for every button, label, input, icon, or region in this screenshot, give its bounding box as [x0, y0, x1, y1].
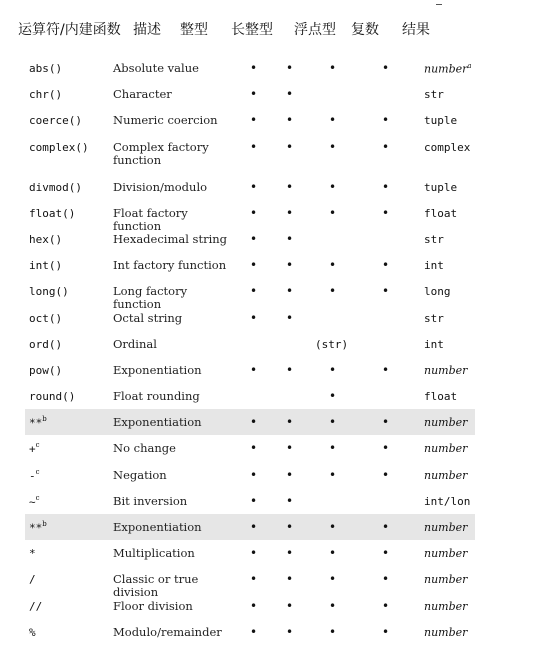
support-complex-dot: •	[382, 441, 390, 456]
row-result	[424, 233, 474, 246]
row-result	[424, 416, 474, 429]
row-description: Multiplication	[113, 546, 195, 561]
support-float-dot: •	[329, 389, 337, 404]
support-complex-dot: •	[382, 61, 390, 75]
row-func	[29, 495, 40, 509]
row-result-text: number	[424, 416, 468, 430]
row-result	[424, 181, 474, 194]
row-description: Absolute value	[113, 61, 199, 75]
support-long-dot: •	[286, 467, 294, 482]
row-func-text: %	[29, 625, 36, 639]
row-func-text: chr()	[29, 88, 63, 102]
table-row	[25, 174, 475, 200]
support-int-dot: •	[250, 598, 258, 613]
table-row	[25, 593, 475, 619]
row-result	[424, 547, 474, 560]
row-description: Exponentiation	[113, 362, 202, 377]
row-func-text: ~	[29, 495, 36, 509]
header-long: 长整型	[231, 22, 273, 38]
support-complex-dot: •	[382, 546, 390, 561]
row-func-text: coerce()	[29, 114, 82, 128]
support-int-dot: •	[250, 179, 258, 194]
row-description: Negation	[113, 467, 167, 482]
support-long-dot: •	[286, 310, 294, 325]
table-row	[25, 278, 475, 312]
row-result-text: number	[424, 599, 468, 613]
row-func-text: **	[29, 521, 43, 535]
support-long-dot: •	[286, 572, 294, 587]
row-result	[424, 626, 474, 639]
table-row	[25, 540, 475, 566]
row-result-footnote: a	[467, 62, 472, 70]
row-func-text: pow()	[29, 363, 63, 377]
row-func-footnote: c	[35, 467, 40, 476]
support-float-dot: •	[329, 624, 337, 639]
row-description: Float factory function	[113, 205, 188, 233]
row-result-text: number	[424, 547, 468, 561]
row-func-text: long()	[29, 285, 69, 299]
row-description: Modulo/remainder	[113, 624, 222, 639]
row-func	[29, 285, 69, 298]
support-int-dot: •	[250, 61, 258, 75]
row-result	[424, 338, 474, 351]
support-complex-dot: •	[382, 205, 390, 220]
table-row	[25, 488, 475, 514]
row-result	[424, 285, 474, 298]
support-int-dot: •	[250, 231, 258, 246]
row-func-text: abs()	[29, 62, 63, 75]
support-float-text: (str)	[315, 337, 349, 351]
row-result-text: number	[424, 521, 468, 534]
support-long-dot: •	[286, 441, 294, 456]
support-int-dot: •	[250, 362, 258, 377]
row-result	[424, 259, 474, 272]
support-long-dot: •	[286, 61, 294, 75]
support-float-dot: •	[329, 520, 337, 534]
support-float-dot: •	[329, 467, 337, 482]
header-desc: 描述	[133, 22, 161, 38]
row-result-text: long	[424, 285, 451, 299]
row-func	[29, 600, 42, 613]
support-complex-dot: •	[382, 415, 390, 430]
header-func: 运算符/内建函数	[18, 22, 121, 38]
support-int-dot: •	[250, 284, 258, 299]
table-row	[25, 107, 475, 133]
support-int-dot: •	[250, 441, 258, 456]
row-description: Long factory function	[113, 284, 188, 312]
support-float-dot: •	[329, 139, 337, 154]
table-row	[25, 462, 475, 488]
row-func	[29, 573, 36, 586]
row-description: No change	[113, 441, 176, 456]
support-int-dot: •	[250, 310, 258, 325]
row-description: Bit inversion	[113, 493, 188, 508]
row-result	[424, 390, 474, 403]
row-result-text: int	[424, 337, 444, 351]
row-result-text: number	[424, 363, 468, 377]
row-func	[29, 233, 62, 246]
support-complex-dot: •	[382, 258, 390, 273]
support-float-dot: •	[329, 205, 337, 220]
row-result-text: int/lon	[424, 494, 471, 508]
row-result-text: int	[424, 259, 444, 273]
support-complex-dot: •	[382, 362, 390, 377]
support-complex-dot: •	[382, 113, 390, 128]
row-result	[424, 141, 474, 154]
table-header	[0, 19, 535, 41]
support-int-dot: •	[250, 546, 258, 561]
row-result	[424, 442, 474, 455]
row-description: Floor division	[113, 598, 193, 613]
support-complex-dot: •	[382, 598, 390, 613]
row-result-text: number	[424, 625, 468, 639]
row-func	[29, 547, 36, 560]
support-float-dot: •	[329, 61, 337, 75]
row-result-text: complex	[424, 140, 471, 154]
row-result	[424, 469, 474, 482]
header-float: 浮点型	[294, 22, 336, 38]
table-row	[25, 566, 475, 600]
support-long-dot: •	[286, 113, 294, 128]
row-func-text: -	[29, 469, 36, 483]
support-long-dot: •	[286, 258, 294, 273]
row-result	[424, 600, 474, 613]
row-func	[29, 207, 75, 220]
row-result-text: str	[424, 311, 444, 325]
row-description: Exponentiation	[113, 415, 202, 430]
row-func	[29, 141, 89, 154]
table-row	[25, 435, 475, 461]
row-func-text: //	[29, 599, 43, 613]
row-func	[29, 364, 62, 377]
table-row	[25, 514, 475, 540]
table-row	[25, 619, 475, 645]
support-float-dot: •	[329, 546, 337, 561]
support-float-dot: •	[329, 572, 337, 587]
row-result	[424, 62, 474, 76]
support-long-dot: •	[286, 362, 294, 377]
row-func-text: hex()	[29, 232, 63, 246]
row-func	[29, 114, 82, 127]
row-result-text: float	[424, 390, 458, 404]
table-row	[25, 357, 475, 383]
support-float-dot: •	[329, 362, 337, 377]
support-complex-dot: •	[382, 467, 390, 482]
support-long-dot: •	[286, 179, 294, 194]
row-result-text: number	[424, 468, 468, 482]
header-complex: 复数	[351, 22, 379, 38]
row-func-text: complex()	[29, 140, 89, 154]
support-int-dot: •	[250, 520, 258, 534]
operator-table	[25, 55, 475, 645]
support-complex-dot: •	[382, 284, 390, 299]
row-result	[424, 207, 474, 220]
row-func	[29, 442, 40, 456]
support-int-dot: •	[250, 87, 258, 102]
row-func	[29, 181, 82, 194]
row-func	[29, 259, 62, 272]
row-func-text: ord()	[29, 337, 63, 351]
table-row	[25, 331, 475, 357]
support-float-dot: •	[329, 415, 337, 430]
row-func	[29, 312, 62, 325]
table-row	[25, 200, 475, 233]
support-long-dot: •	[286, 520, 294, 534]
row-func-text: float()	[29, 206, 76, 220]
row-description: Ordinal	[113, 336, 157, 351]
row-result	[424, 495, 474, 508]
row-result-text: number	[424, 62, 468, 76]
row-func	[29, 416, 47, 430]
row-result	[424, 573, 474, 586]
row-result-text: str	[424, 232, 444, 246]
support-long-dot: •	[286, 415, 294, 430]
table-row	[25, 252, 475, 278]
support-long-dot: •	[286, 624, 294, 639]
table-row	[25, 409, 475, 435]
row-result-text: number	[424, 442, 468, 456]
row-func	[29, 469, 40, 483]
row-func-text: /	[29, 573, 36, 587]
support-int-dot: •	[250, 139, 258, 154]
support-long-dot: •	[286, 231, 294, 246]
support-float-dot: •	[329, 284, 337, 299]
row-func-footnote: c	[35, 493, 40, 502]
row-func-text: int()	[29, 259, 63, 273]
support-int-dot: •	[250, 415, 258, 430]
table-row	[25, 81, 475, 107]
row-description: Exponentiation	[113, 520, 202, 534]
row-func-footnote: b	[42, 520, 47, 528]
row-result	[424, 114, 474, 127]
support-int-dot: •	[250, 113, 258, 128]
row-result-text: str	[424, 88, 444, 102]
row-func-footnote: b	[42, 415, 47, 424]
row-func-text: divmod()	[29, 180, 82, 194]
row-description: Float rounding	[113, 389, 200, 404]
support-int-dot: •	[250, 467, 258, 482]
support-long-dot: •	[286, 493, 294, 508]
support-complex-dot: •	[382, 624, 390, 639]
row-func	[29, 521, 47, 535]
support-int-dot: •	[250, 624, 258, 639]
row-func	[29, 626, 36, 639]
header-int: 整型	[180, 22, 208, 38]
row-description: Octal string	[113, 310, 183, 325]
support-complex-dot: •	[382, 572, 390, 587]
support-complex-dot: •	[382, 520, 390, 534]
row-result-text: float	[424, 206, 458, 220]
row-result	[424, 312, 474, 325]
row-result-text: tuple	[424, 114, 458, 128]
support-float-dot: •	[329, 113, 337, 128]
support-int-dot: •	[250, 572, 258, 587]
row-description: Numeric coercion	[113, 113, 218, 128]
support-long-dot: •	[286, 546, 294, 561]
row-func	[29, 88, 62, 101]
row-func-text: **	[29, 416, 43, 430]
row-result	[424, 521, 474, 534]
support-complex-dot: •	[382, 139, 390, 154]
row-description: Int factory function	[113, 258, 227, 273]
row-description: Classic or true division	[113, 572, 199, 600]
table-row	[25, 226, 475, 252]
row-func-text: oct()	[29, 311, 63, 325]
support-complex-dot: •	[382, 179, 390, 194]
table-row	[25, 55, 475, 81]
corner-mark	[436, 4, 442, 5]
row-func	[29, 338, 62, 351]
support-int-dot: •	[250, 258, 258, 273]
support-long-dot: •	[286, 87, 294, 102]
support-float-dot: •	[329, 598, 337, 613]
support-int-dot: •	[250, 493, 258, 508]
support-long-dot: •	[286, 139, 294, 154]
header-result: 结果	[402, 22, 430, 38]
row-description: Complex factory function	[113, 139, 209, 167]
row-func-text: *	[29, 547, 36, 561]
table-row	[25, 305, 475, 331]
row-func-text: round()	[29, 390, 76, 404]
row-result	[424, 88, 474, 101]
support-float-dot: •	[329, 179, 337, 194]
row-func-footnote: c	[35, 441, 40, 450]
support-long-dot: •	[286, 598, 294, 613]
row-result	[424, 364, 474, 377]
row-description: Division/modulo	[113, 179, 208, 194]
table-row	[25, 383, 475, 409]
row-description: Hexadecimal string	[113, 231, 228, 246]
row-func	[29, 390, 75, 403]
row-result-text: number	[424, 573, 468, 587]
support-long-dot: •	[286, 205, 294, 220]
row-description: Character	[113, 87, 172, 102]
support-long-dot: •	[286, 284, 294, 299]
row-result-text: tuple	[424, 180, 458, 194]
support-float-dot: •	[329, 441, 337, 456]
row-func	[29, 62, 62, 75]
row-func-text: +	[29, 443, 36, 457]
support-int-dot: •	[250, 205, 258, 220]
table-row	[25, 134, 475, 174]
support-float-dot: •	[329, 258, 337, 273]
